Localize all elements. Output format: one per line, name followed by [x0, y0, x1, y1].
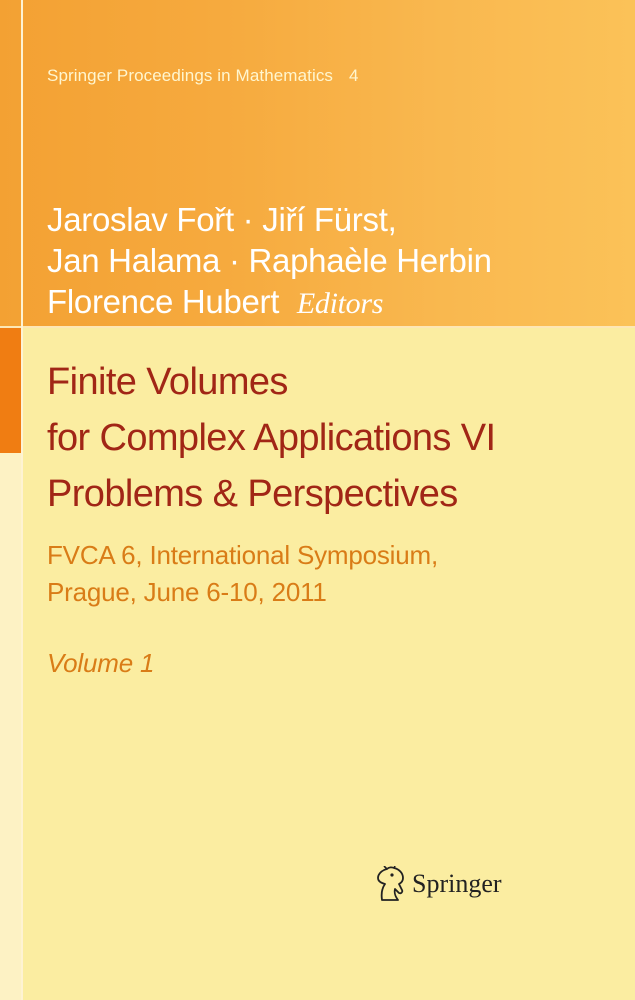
- series-number: 4: [349, 66, 359, 85]
- vertical-rule: [21, 0, 23, 1000]
- editors-line-2: Jan Halama · Raphaèle Herbin: [47, 242, 492, 279]
- editors-role: Editors: [296, 287, 384, 320]
- subtitle-line-2: Prague, June 6-10, 2011: [47, 577, 327, 607]
- title-line-1: Finite Volumes: [47, 361, 288, 403]
- publisher-name: Springer: [412, 869, 502, 898]
- left-strip-accent: [0, 328, 21, 453]
- title-line-3: Problems & Perspectives: [47, 473, 458, 515]
- subtitle-line-1: FVCA 6, International Symposium,: [47, 540, 439, 570]
- editor-name: Florence Hubert: [47, 283, 280, 320]
- book-subtitle: [47, 537, 438, 611]
- editors-block: [47, 199, 492, 324]
- header-divider: [0, 326, 635, 328]
- book-title: [47, 354, 495, 522]
- editors-line-1: Jaroslav Fořt · Jiří Fürst,: [47, 201, 397, 238]
- series-line: [47, 66, 359, 86]
- editors-line-3: [47, 281, 492, 324]
- springer-knight-icon: [373, 866, 407, 902]
- series-name: Springer Proceedings in Mathematics: [47, 66, 334, 85]
- volume-label: Volume 1: [47, 648, 155, 678]
- title-line-2: for Complex Applications VI: [47, 417, 496, 459]
- publisher-logo: [373, 866, 502, 902]
